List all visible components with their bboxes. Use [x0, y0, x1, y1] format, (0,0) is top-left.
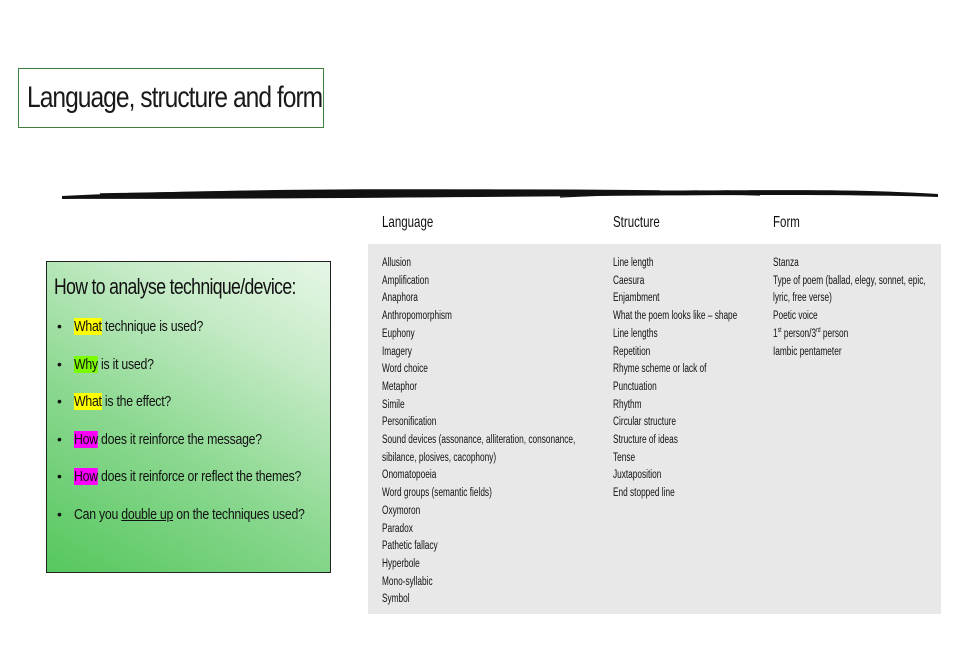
bullet-icon: • — [57, 430, 62, 447]
analyse-technique-panel — [46, 261, 331, 573]
list-item: Paradox — [382, 522, 413, 535]
list-item: Punctuation — [613, 380, 657, 393]
underlined-phrase: double up — [121, 505, 174, 523]
list-item: Rhythm — [613, 398, 642, 411]
keyword-highlight: Why — [74, 355, 98, 373]
question-text: does it reinforce or reflect the themes? — [97, 468, 302, 485]
keyword-highlight: What — [74, 393, 102, 410]
list-item — [57, 431, 355, 469]
analyse-heading: How to analyse technique/device: — [54, 274, 296, 299]
list-item: Euphony — [382, 327, 415, 340]
list-item: Stanza — [773, 257, 799, 269]
list-item — [57, 393, 355, 431]
list-item: Circular structure — [613, 416, 677, 429]
person-text: person — [820, 327, 849, 340]
list-item — [57, 356, 355, 394]
keyword-highlight: What — [74, 318, 102, 335]
list-item — [773, 326, 926, 344]
list-item: Type of poem (ballad, elegy, sonnet, epic, — [773, 274, 926, 287]
list-item: Onomatopoeia — [382, 469, 437, 482]
list-item: Enjambment — [613, 292, 660, 305]
list-item — [57, 318, 355, 356]
question-text: Can you — [74, 505, 122, 523]
keyword-highlight: How — [74, 468, 98, 485]
list-item: Metaphor — [382, 380, 417, 393]
question-text: technique is used? — [101, 318, 204, 335]
list-item: Oxymoron — [382, 504, 421, 517]
question-text: on the techniques used? — [173, 505, 305, 523]
list-item — [57, 506, 355, 544]
question-text: is the effect? — [101, 393, 171, 410]
list-item: Sound devices (assonance, alliteration, consonance, — [382, 434, 576, 447]
techniques-table — [368, 200, 941, 614]
list-item: Symbol — [382, 593, 410, 606]
list-item — [57, 468, 355, 506]
list-item: Poetic voice — [773, 310, 818, 323]
header-structure: Structure — [613, 214, 660, 231]
form-column — [773, 255, 980, 361]
list-item: Tense — [613, 451, 636, 464]
question-text: is it used? — [97, 355, 154, 373]
page-title-box — [18, 68, 324, 128]
list-item: Word groups (semantic fields) — [382, 487, 492, 500]
list-item: Iambic pentameter — [773, 345, 842, 358]
question-text: does it reinforce the message? — [97, 430, 262, 448]
list-item: Anaphora — [382, 292, 418, 305]
analyse-question-list — [57, 318, 355, 543]
bullet-icon: • — [57, 393, 62, 409]
page-title: Language, structure and form — [27, 81, 323, 114]
list-item: Personification — [382, 416, 437, 429]
list-item: lyric, free verse) — [773, 292, 832, 305]
bullet-icon: • — [57, 318, 62, 334]
superscript: rd — [816, 326, 821, 334]
list-item: Word choice — [382, 363, 428, 376]
list-item: sibilance, plosives, cacophony) — [382, 451, 497, 464]
bullet-icon: • — [57, 355, 62, 372]
list-item: Structure of ideas — [613, 434, 678, 447]
bullet-icon: • — [57, 468, 62, 484]
person-text: 1 — [773, 327, 778, 340]
list-item: Mono-syllabic — [382, 575, 433, 588]
list-item: Imagery — [382, 345, 412, 358]
person-text: person/3 — [781, 327, 817, 340]
list-item: Hyperbole — [382, 557, 420, 570]
list-item: Repetition — [613, 345, 651, 358]
header-language: Language — [382, 214, 434, 231]
language-column — [382, 255, 651, 609]
list-item: Juxtaposition — [613, 469, 662, 482]
list-item: Pathetic fallacy — [382, 540, 438, 553]
structure-column — [613, 255, 786, 503]
list-item: Allusion — [382, 257, 412, 269]
list-item: Line length — [613, 257, 654, 269]
list-item: End stopped line — [613, 487, 675, 500]
header-form: Form — [773, 214, 800, 231]
list-item: Caesura — [613, 274, 645, 287]
list-item: Simile — [382, 398, 405, 411]
superscript: st — [777, 326, 782, 334]
keyword-highlight: How — [74, 430, 98, 448]
list-item: Rhyme scheme or lack of — [613, 363, 707, 376]
list-item: What the poem looks like – shape — [613, 310, 738, 323]
bullet-icon: • — [57, 505, 62, 522]
list-item: Line lengths — [613, 327, 658, 340]
list-item: Amplification — [382, 274, 429, 287]
list-item: Anthropomorphism — [382, 310, 452, 323]
